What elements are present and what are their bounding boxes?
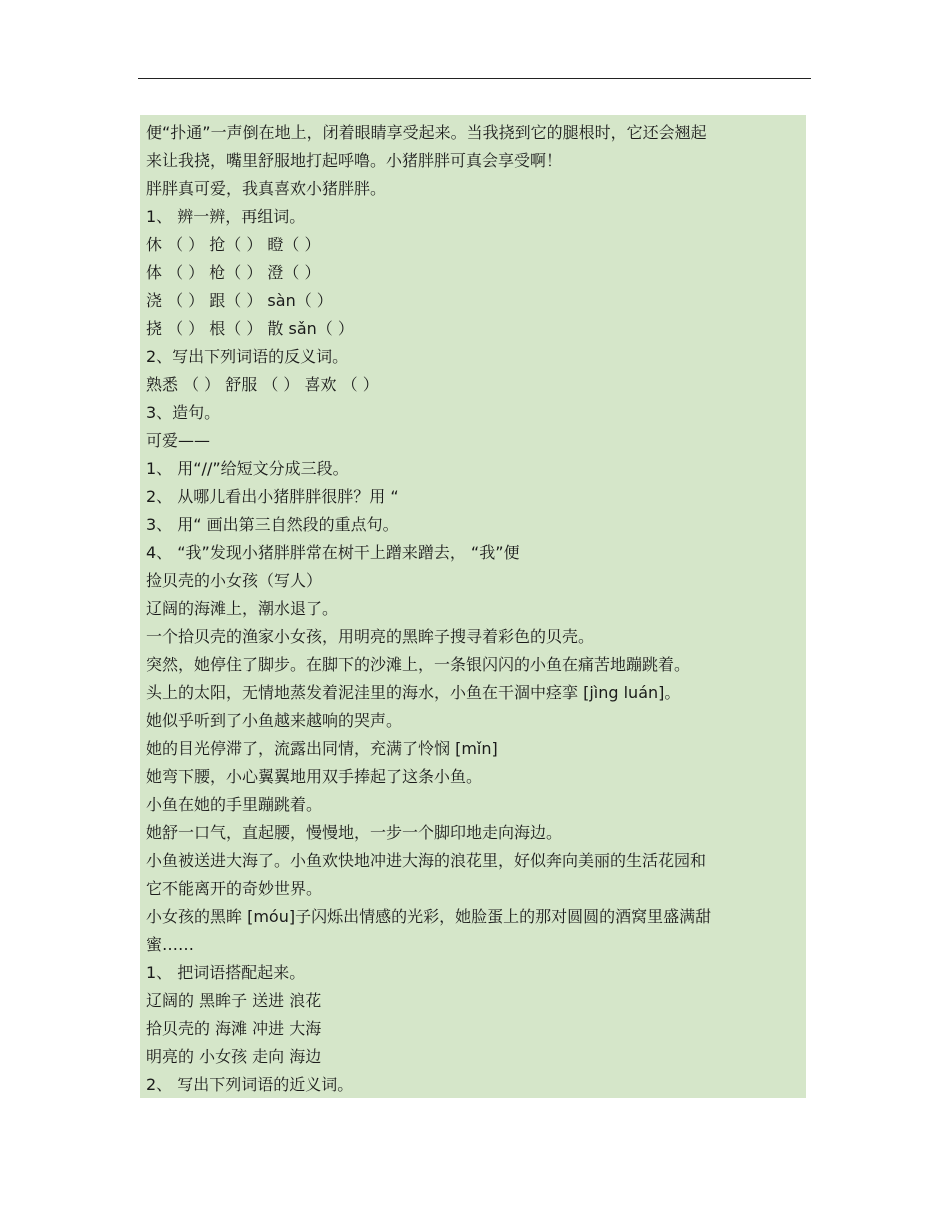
text-line: 辽阔的 黑眸子 送进 浪花 [146, 991, 322, 1010]
text-line: 1、 把词语搭配起来。 [146, 963, 306, 982]
text-line: 突然，她停住了脚步。在脚下的沙滩上，一条银闪闪的小鱼在痛苦地蹦跳着。 [146, 655, 691, 674]
text-line: 小鱼在她的手里蹦跳着。 [146, 795, 323, 814]
text-line: 1、 用“//”给短文分成三段。 [146, 459, 349, 478]
text-line: 她弯下腰，小心翼翼地用双手捧起了这条小鱼。 [146, 767, 483, 786]
text-line: 她的目光停滞了，流露出同情，充满了怜悯 [mǐn] [146, 739, 498, 758]
text-line: 拾贝壳的 海滩 冲进 大海 [146, 1019, 322, 1038]
text-line: 辽阔的海滩上，潮水退了。 [146, 599, 339, 618]
text-line: 4、 “我”发现小猪胖胖常在树干上蹭来蹭去， “我”便 [146, 543, 520, 562]
text-line: 熟悉 （ ） 舒服 （ ） 喜欢 （ ） [146, 375, 379, 394]
text-line: 2、 从哪儿看出小猪胖胖很胖？用 “ [146, 487, 399, 506]
text-line: 它不能离开的奇妙世界。 [146, 879, 323, 898]
text-line: 可爱—— [146, 431, 211, 450]
text-line: 来让我挠，嘴里舒服地打起呼噜。小猪胖胖可真会享受啊！ [146, 151, 563, 170]
text-line: 体 （ ） 枪（ ） 澄（ ） [146, 263, 321, 282]
text-line: 1、 辨一辨，再组词。 [146, 207, 306, 226]
header-rule [138, 78, 811, 79]
text-line: 捡贝壳的小女孩（写人） [146, 571, 323, 590]
text-line: 她似乎听到了小鱼越来越响的哭声。 [146, 711, 403, 730]
text-line: 她舒一口气，直起腰，慢慢地，一步一个脚印地走向海边。 [146, 823, 563, 842]
text-line: 蜜…… [146, 935, 195, 954]
text-line: 小鱼被送进大海了。小鱼欢快地冲进大海的浪花里，好似奔向美丽的生活花园和 [146, 851, 707, 870]
text-line: 一个拾贝壳的渔家小女孩，用明亮的黑眸子搜寻着彩色的贝壳。 [146, 627, 595, 646]
text-line: 2、写出下列词语的反义词。 [146, 347, 349, 366]
text-line: 小女孩的黑眸 [móu]子闪烁出情感的光彩，她脸蛋上的那对圆圆的酒窝里盛满甜 [146, 907, 712, 926]
text-line: 明亮的 小女孩 走向 海边 [146, 1047, 322, 1066]
text-line: 头上的太阳，无情地蒸发着泥洼里的海水，小鱼在干涸中痉挛 [jìng luán]。 [146, 683, 681, 702]
text-line: 休 （ ） 抢（ ） 瞪（ ） [146, 235, 321, 254]
text-line: 3、 用“ 画出第三自然段的重点句。 [146, 515, 399, 534]
text-line: 挠 （ ） 根（ ） 散 sǎn（ ） [146, 319, 354, 338]
text-line: 便“扑通”一声倒在地上，闭着眼睛享受起来。当我挠到它的腿根时，它还会翘起 [146, 123, 707, 142]
text-line: 胖胖真可爱，我真喜欢小猪胖胖。 [146, 179, 387, 198]
text-line: 3、造句。 [146, 403, 221, 422]
text-line: 浇 （ ） 跟（ ） sàn（ ） [146, 291, 333, 310]
text-line: 2、 写出下列词语的近义词。 [146, 1075, 354, 1094]
text-panel [140, 115, 806, 1098]
